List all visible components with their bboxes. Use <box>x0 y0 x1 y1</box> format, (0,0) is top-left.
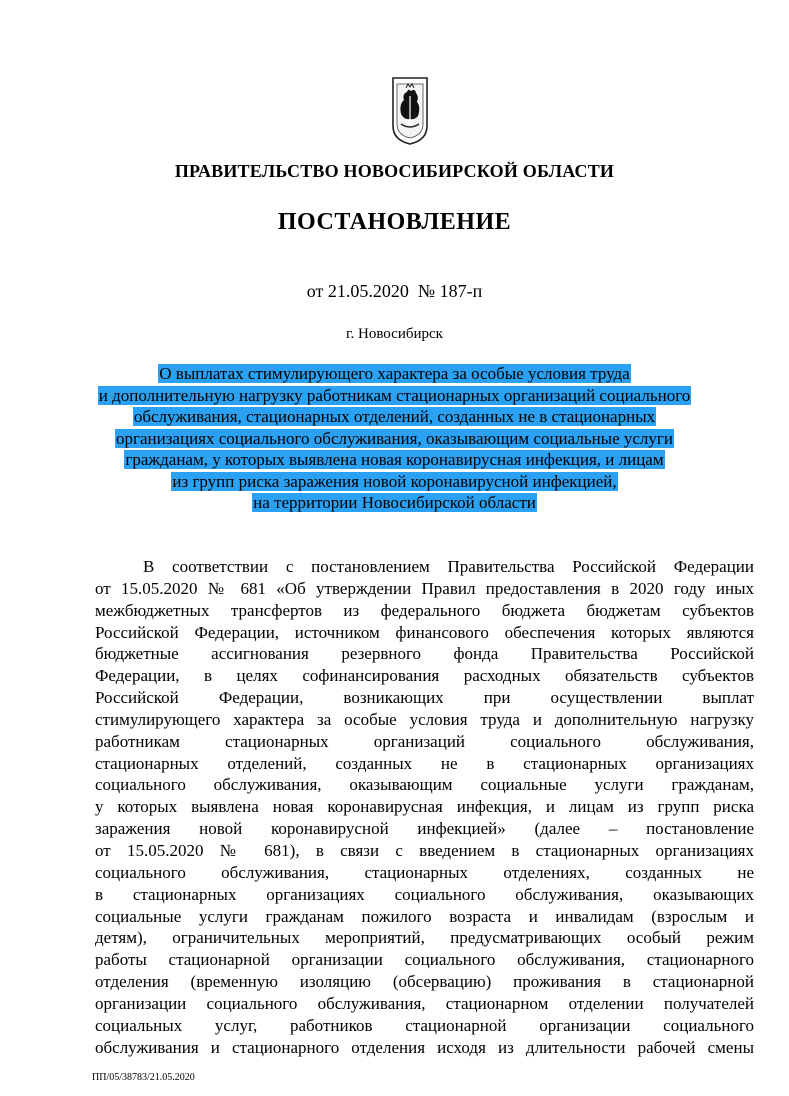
body-line: социальные услуги гражданам пожилого возраста и инвалидам (взрослым и <box>95 906 754 926</box>
body-line: социальных услуг, работников стационарной организации социального <box>95 1015 754 1035</box>
body-line: межбюджетных трансфертов из федерального бюджета бюджетам субъектов <box>95 600 754 620</box>
body-line: Федерации, в целях софинансирования расходных обязательств субъектов <box>95 666 754 686</box>
subject-line: организациях социального обслуживания, оказывающим социальные услуги <box>116 428 673 448</box>
body-line: от 15.05.2020 № 681 «Об утверждении Правил предоставления в 2020 году иных <box>95 578 754 598</box>
body-line: обслуживания и стационарного отделения исходя из длительности рабочей смены <box>95 1037 754 1057</box>
body-line: Российской Федерации, возникающих при осуществлении выплат <box>95 688 754 708</box>
resolution-subject <box>0 363 789 514</box>
body-line: заражения новой коронавирусной инфекцией» (далее – постановление <box>95 819 754 839</box>
body-line: детям), ограничительных мероприятий, предусматривающих особый режим <box>95 928 754 948</box>
subject-line: гражданам, у которых выявлена новая коронавирусная инфекция, и лицам <box>125 450 664 469</box>
government-title: ПРАВИТЕЛЬСТВО НОВОСИБИРСКОЙ ОБЛАСТИ <box>174 161 615 181</box>
subject-line: из групп риска заражения новой коронавирусной инфекцией, <box>172 471 617 491</box>
document-reference: ПП/05/38783/21.05.2020 <box>92 1072 195 1083</box>
body-line: социального обслуживания, оказывающим социальные услуги гражданам, <box>95 775 754 795</box>
body-line: от 15.05.2020 № 681), в связи с введением в стационарных организациях <box>95 840 754 860</box>
body-line: отделения (временную изоляцию (обсервацию) проживания в стационарной <box>95 972 754 992</box>
coat-of-arms-icon <box>389 74 431 146</box>
body-line: работникам стационарных организаций социального обслуживания, <box>95 731 754 751</box>
body-line: стимулирующего характера за особые условия труда и дополнительную нагрузку <box>95 709 754 729</box>
subject-line: и дополнительную нагрузку работникам стационарных организаций социального <box>98 385 691 405</box>
date-number-line: от 21.05.2020 № 187-п <box>306 281 483 301</box>
document-type-heading: ПОСТАНОВЛЕНИЕ <box>277 209 512 235</box>
city-name: г. Новосибирск <box>346 326 443 342</box>
body-line: у которых выявлена новая коронавирусная инфекция, и лицам из групп риска <box>95 797 754 817</box>
body-line: в стационарных организациях социального обслуживания, оказывающих <box>95 884 754 904</box>
body-line: стационарных отделений, созданных не в стационарных организациях <box>95 753 754 773</box>
body-line: работы стационарной организации социального обслуживания, стационарного <box>95 950 754 970</box>
body-line: бюджетные ассигнования резервного фонда Правительства Российской <box>95 644 754 664</box>
body-paragraph <box>95 556 754 1058</box>
subject-line: на территории Новосибирской области <box>253 493 536 512</box>
body-line: В соответствии с постановлением Правительства Российской Федерации <box>143 557 754 576</box>
subject-line: обслуживания, стационарных отделений, созданных не в стационарных <box>133 407 656 426</box>
body-line: организации социального обслуживания, стационарном отделении получателей <box>95 993 754 1013</box>
body-line: социального обслуживания, стационарных отделениях, созданных не <box>95 862 754 882</box>
body-line: Российской Федерации, источником финансового обеспечения которых являются <box>95 622 754 642</box>
subject-line: О выплатах стимулирующего характера за особые условия труда <box>159 364 630 383</box>
